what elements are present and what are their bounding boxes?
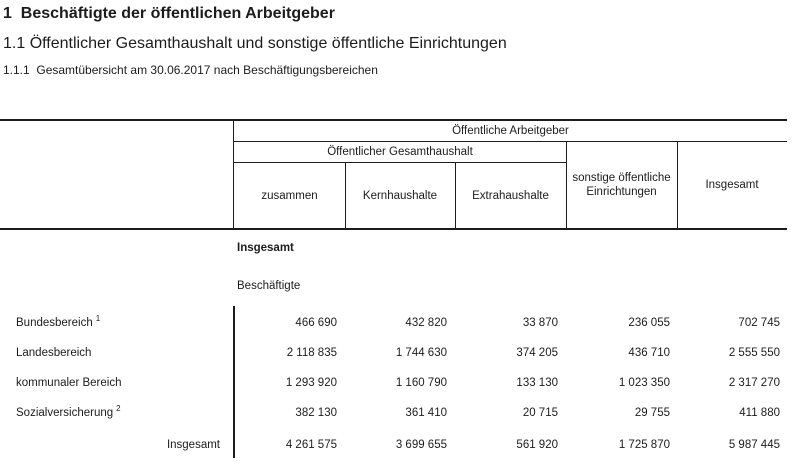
cell-zusammen: 2 118 835 — [286, 347, 337, 359]
cell-insgesamt: 411 880 — [739, 407, 780, 419]
column-header-insgesamt: Insgesamt — [705, 179, 759, 191]
chapter-heading: 1 Beschäftigte der öffentlichen Arbeitgeber — [3, 5, 335, 22]
header-bottom-border — [0, 228, 787, 230]
cell-zusammen: 4 261 575 — [285, 439, 337, 451]
cell-sonstige: 236 055 — [628, 317, 670, 329]
cell-sonstige: 436 710 — [628, 347, 670, 359]
cell-kernhaushalte: 1 160 790 — [395, 377, 447, 389]
row-label: Bundesbereich $^1$ — [16, 314, 101, 329]
row-label: Landesbereich — [16, 347, 92, 359]
table-title: 1.1.1 Gesamtübersicht am 30.06.2017 nach Beschäftigungsbereichen — [3, 63, 378, 77]
cell-sonstige: 1 725 870 — [618, 439, 670, 451]
row-label: Insgesamt — [166, 439, 220, 451]
section-label-insgesamt: Insgesamt — [237, 242, 294, 254]
cell-insgesamt: 2 555 550 — [728, 347, 780, 359]
measure-label-beschaeftigte: Beschäftigte — [237, 280, 301, 292]
colgroup-oeffentlicher-gesamthaushalt: Öffentlicher Gesamthaushalt — [327, 146, 473, 158]
column-header-zusammen: zusammen — [261, 189, 318, 202]
cell-insgesamt: 702 745 — [738, 317, 780, 329]
cell-extrahaushalte: 374 205 — [516, 347, 558, 359]
row-label: kommunaler Bereich — [16, 377, 122, 389]
column-header-kernhaushalte: Kernhaushalte — [362, 189, 438, 202]
cell-extrahaushalte: 133 130 — [516, 377, 558, 389]
row-label: Sozialversicherung $^2$ — [16, 404, 121, 419]
table-row-bundesbereich — [0, 316, 787, 330]
table-row-landesbereich — [0, 346, 787, 360]
cell-zusammen: 382 130 — [295, 407, 337, 419]
section-heading: 1.1 Öffentlicher Gesamthaushalt und sonstige öffentliche Einrichtungen — [3, 35, 507, 52]
column-header-extrahaushalte: Extrahaushalte — [472, 189, 549, 202]
cell-extrahaushalte: 561 920 — [516, 439, 558, 451]
cell-insgesamt: 2 317 270 — [728, 377, 780, 389]
cell-zusammen: 466 690 — [295, 317, 337, 329]
cell-extrahaushalte: 33 870 — [522, 317, 558, 329]
table-row-sozialversicherung — [0, 406, 787, 420]
footnote-marker: 2 — [116, 404, 121, 414]
cell-insgesamt: 5 987 445 — [728, 439, 780, 451]
cell-extrahaushalte: 20 715 — [522, 407, 558, 419]
cell-zusammen: 1 293 920 — [285, 377, 337, 389]
cell-kernhaushalte: 361 410 — [405, 407, 447, 419]
table-row-kommunaler-bereich — [0, 376, 787, 390]
colgroup-oeffentliche-arbeitgeber: Öffentliche Arbeitgeber — [452, 125, 569, 137]
cell-sonstige: 1 023 350 — [618, 377, 670, 389]
cell-kernhaushalte: 1 744 630 — [395, 347, 447, 359]
table-row-total — [0, 438, 787, 452]
cell-kernhaushalte: 432 820 — [405, 317, 447, 329]
column-header-sonstige-einrichtungen: sonstige öffentliche Einrichtungen — [572, 172, 671, 198]
cell-kernhaushalte: 3 699 655 — [395, 439, 447, 451]
footnote-marker: 1 — [95, 314, 101, 324]
cell-sonstige: 29 755 — [634, 407, 670, 419]
